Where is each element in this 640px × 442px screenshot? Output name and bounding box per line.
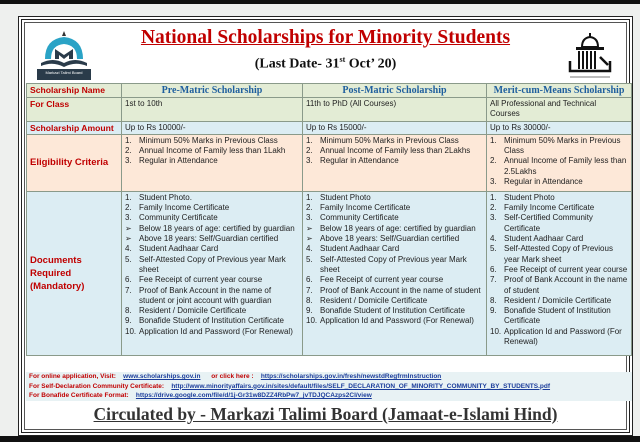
list-item xyxy=(490,244,628,265)
last-date-suffix: Oct’ 20) xyxy=(345,56,397,72)
list-text: Below 18 years of age: certified by guardian xyxy=(139,223,295,233)
links-section xyxy=(26,372,632,401)
list-text: Application Id and Password (For Renewal) xyxy=(139,326,293,336)
list-item xyxy=(490,296,628,306)
list-item xyxy=(125,275,299,285)
label-scholarship-name: Scholarship Name xyxy=(27,84,122,98)
list-marker: 4. xyxy=(125,244,132,254)
list-marker: 8. xyxy=(125,306,132,316)
list-item xyxy=(306,224,483,234)
list-marker: 10. xyxy=(490,326,502,336)
list-marker: 9. xyxy=(125,316,132,326)
list-item xyxy=(125,193,299,203)
list-marker: 1. xyxy=(125,192,132,202)
list-marker: ➢ xyxy=(306,223,313,233)
list-text: Community Certificate xyxy=(139,213,218,223)
self-declaration-link[interactable]: http://www.minorityaffairs.gov.in/sites/default/files/SELF_DECLARATION_OF_MINORITY_COMMUNITY_BY_STUDENTS.pdf xyxy=(171,382,551,390)
header-merit-cum-means: Merit-cum-Means Scholarship xyxy=(487,84,632,98)
poster-frame xyxy=(18,16,633,436)
list-item xyxy=(125,156,299,166)
list-text: Above 18 years: Self/Guardian certified xyxy=(139,234,279,244)
item-list xyxy=(306,193,483,327)
list-item xyxy=(306,286,483,296)
online-label: For online application, Visit: xyxy=(29,373,116,380)
scholarships-link[interactable]: www.scholarships.gov.in xyxy=(123,373,201,380)
list-item xyxy=(306,306,483,316)
list-text: Self-Attested Copy of Previous year Mark sheet xyxy=(139,254,286,274)
class-post-matric: 11th to PhD (All Courses) xyxy=(303,98,487,122)
bottom-bar xyxy=(0,436,640,442)
list-text: Proof of Bank Account in the name of student or joint account with guardian xyxy=(139,285,272,305)
list-marker: ➢ xyxy=(125,223,132,233)
list-text: Fee Receipt of current year course xyxy=(320,275,444,285)
list-text: Bonafide Student of Institution Certificate xyxy=(139,316,284,326)
list-item xyxy=(490,306,628,327)
list-marker: 3. xyxy=(125,156,132,166)
list-text: Student Aadhaar Card xyxy=(139,244,219,254)
list-item xyxy=(306,136,483,146)
registration-link[interactable]: https://scholarships.gov.in/fresh/newstdRegfrmInstruction xyxy=(260,373,442,380)
list-item xyxy=(125,255,299,276)
bonafide-label: For Bonafide Certificate Format: xyxy=(29,392,129,399)
item-list xyxy=(125,136,299,167)
list-text: Annual Income of Family less than 2.5Lakhs xyxy=(504,156,627,176)
label-eligibility: Eligibility Criteria xyxy=(27,134,122,191)
eligibility-post-matric xyxy=(303,134,487,191)
list-marker: 5. xyxy=(125,254,132,264)
list-marker: 2. xyxy=(125,146,132,156)
list-marker: 2. xyxy=(306,146,313,156)
header-pre-matric: Pre-Matric Scholarship xyxy=(122,84,303,98)
svg-text:Markazi Talimi Board: Markazi Talimi Board xyxy=(45,70,83,75)
list-text: Community Certificate xyxy=(320,213,399,223)
list-text: Minimum 50% Marks in Previous Class xyxy=(504,135,621,156)
list-item xyxy=(490,327,628,348)
documents-post-matric xyxy=(303,191,487,355)
list-marker: 10. xyxy=(306,316,318,326)
list-text: Self-Attested Copy of Previous year Mark sheet xyxy=(504,244,613,264)
list-item xyxy=(306,244,483,254)
list-item xyxy=(125,146,299,156)
list-marker: 9. xyxy=(490,306,497,316)
list-marker: 1. xyxy=(125,135,132,145)
list-marker: 6. xyxy=(125,275,132,285)
list-text: Application Id and Password (For Renewal) xyxy=(504,326,622,347)
list-marker: 8. xyxy=(490,295,497,305)
list-item xyxy=(125,316,299,326)
list-marker: 6. xyxy=(306,275,313,285)
list-text: Above 18 years: Self/Guardian certified xyxy=(320,234,460,244)
list-item xyxy=(490,136,628,157)
list-item xyxy=(490,265,628,275)
list-item xyxy=(490,177,628,187)
row-documents xyxy=(27,191,632,355)
eligibility-pre-matric xyxy=(122,134,303,191)
list-marker: 3. xyxy=(125,213,132,223)
list-text: Family Income Certificate xyxy=(320,203,411,213)
list-item xyxy=(306,316,483,326)
item-list xyxy=(490,136,628,187)
list-marker: 3. xyxy=(306,213,313,223)
list-marker: 7. xyxy=(306,285,313,295)
list-text: Bonafide Student of Institution Certificate xyxy=(504,306,611,326)
list-marker: 2. xyxy=(490,156,497,166)
top-bar xyxy=(0,0,640,4)
list-item xyxy=(490,234,628,244)
list-text: Annual Income of Family less than 1Lakh xyxy=(139,146,286,156)
list-text: Student Aadhaar Card xyxy=(504,234,584,244)
list-text: Student Photo xyxy=(504,192,555,202)
list-text: Student Photo. xyxy=(139,192,192,202)
list-text: Family Income Certificate xyxy=(139,203,230,213)
list-text: Proof of Bank Account in the name of student xyxy=(320,285,481,295)
online-application-line xyxy=(29,372,632,382)
jamaat-e-islami-hind-logo xyxy=(564,31,616,81)
list-text: Application Id and Password (For Renewal) xyxy=(320,316,474,326)
list-marker: 9. xyxy=(306,306,313,316)
list-marker: 1. xyxy=(490,135,497,145)
list-marker: 6. xyxy=(490,264,497,274)
list-text: Fee Receipt of current year course xyxy=(139,275,263,285)
self-declaration-line xyxy=(29,382,632,392)
list-marker: 10. xyxy=(125,326,137,336)
bonafide-line xyxy=(29,391,632,401)
selfdecl-label: For Self-Declaration Community Certificate: xyxy=(29,382,165,390)
list-item xyxy=(306,203,483,213)
poster-title: National Scholarships for Minority Students xyxy=(140,27,511,48)
list-item xyxy=(125,224,299,234)
list-item xyxy=(490,275,628,296)
row-amount xyxy=(27,121,632,134)
list-item xyxy=(490,193,628,203)
item-list xyxy=(125,193,299,337)
amount-merit: Up to Rs 30000/- xyxy=(487,121,632,134)
list-item xyxy=(306,193,483,203)
list-item xyxy=(125,327,299,337)
eligibility-merit xyxy=(487,134,632,191)
last-date xyxy=(25,55,626,73)
label-documents: Documents Required (Mandatory) xyxy=(27,191,122,355)
header-post-matric: Post-Matric Scholarship xyxy=(303,84,487,98)
list-marker: 3. xyxy=(490,177,497,187)
list-marker: 1. xyxy=(490,192,497,202)
class-merit: All Professional and Technical Courses xyxy=(487,98,632,122)
list-text: Regular in Attendance xyxy=(504,177,583,187)
row-eligibility xyxy=(27,134,632,191)
list-marker: 2. xyxy=(306,203,313,213)
list-item xyxy=(306,213,483,223)
list-text: Below 18 years of age: certified by guardian xyxy=(320,223,476,233)
list-item xyxy=(306,255,483,276)
list-item xyxy=(125,244,299,254)
list-text: Resident / Domicile Certificate xyxy=(139,306,247,316)
list-marker: 4. xyxy=(490,234,497,244)
list-marker: ➢ xyxy=(125,234,132,244)
row-scholarship-name xyxy=(27,84,632,98)
list-text: Resident / Domicile Certificate xyxy=(504,295,612,305)
list-marker: 7. xyxy=(490,275,497,285)
amount-post-matric: Up to Rs 15000/- xyxy=(303,121,487,134)
list-text: Family Income Certificate xyxy=(504,203,595,213)
list-item xyxy=(306,146,483,156)
list-marker: 5. xyxy=(306,254,313,264)
list-marker: 1. xyxy=(306,192,313,202)
list-text: Fee Receipt of current year course xyxy=(504,264,628,274)
list-marker: 2. xyxy=(125,203,132,213)
list-text: Proof of Bank Account in the name of student xyxy=(504,275,628,295)
list-item xyxy=(306,275,483,285)
list-item xyxy=(490,213,628,234)
label-amount: Scholarship Amount xyxy=(27,121,122,134)
list-item xyxy=(125,234,299,244)
list-text: Self-Attested Copy of Previous year Mark sheet xyxy=(320,254,467,274)
list-text: Annual Income of Family less than 2Lakhs xyxy=(320,146,471,156)
list-item xyxy=(490,156,628,177)
list-item xyxy=(490,203,628,213)
list-item xyxy=(125,136,299,146)
list-item xyxy=(306,296,483,306)
list-item xyxy=(125,306,299,316)
documents-merit xyxy=(487,191,632,355)
last-date-sup: st xyxy=(339,55,346,64)
documents-pre-matric xyxy=(122,191,303,355)
list-text: Minimum 50% Marks in Previous Class xyxy=(139,135,278,145)
list-text: Resident / Domicile Certificate xyxy=(320,295,428,305)
list-marker: 4. xyxy=(306,244,313,254)
list-marker: 3. xyxy=(490,213,497,223)
poster xyxy=(24,22,627,430)
label-for-class: For Class xyxy=(27,98,122,122)
list-text: Self-Certified Community Certificate xyxy=(504,213,593,233)
list-marker: 1. xyxy=(306,135,313,145)
list-item xyxy=(125,286,299,307)
list-text: Bonafide Student of Institution Certificate xyxy=(320,306,465,316)
list-marker: 8. xyxy=(306,295,313,305)
list-text: Regular in Attendance xyxy=(139,156,218,166)
scholarship-table xyxy=(26,83,632,356)
list-item xyxy=(306,234,483,244)
last-date-text: (Last Date- 31 xyxy=(254,56,340,72)
list-marker: ➢ xyxy=(306,234,313,244)
class-pre-matric: 1st to 10th xyxy=(122,98,303,122)
list-text: Regular in Attendance xyxy=(320,156,399,166)
item-list xyxy=(490,193,628,347)
list-marker: 2. xyxy=(490,203,497,213)
or-click-label: or click here : xyxy=(211,373,254,380)
list-marker: 3. xyxy=(306,156,313,166)
list-text: Student Photo xyxy=(320,192,371,202)
list-text: Minimum 50% Marks in Previous Class xyxy=(320,135,459,145)
list-marker: 7. xyxy=(125,285,132,295)
list-item xyxy=(125,213,299,223)
bonafide-link[interactable]: https://drive.google.com/file/d/1j-Gr31w8DZZ4RbPw7_jvTDJQCAzps2Cl/view xyxy=(135,392,372,399)
list-text: Student Aadhaar Card xyxy=(320,244,400,254)
list-marker: 5. xyxy=(490,244,497,254)
amount-pre-matric: Up to Rs 10000/- xyxy=(122,121,303,134)
row-for-class xyxy=(27,98,632,122)
circulated-by: Circulated by - Markazi Talimi Board (Jamaat-e-Islami Hind) xyxy=(93,404,558,424)
list-item xyxy=(125,203,299,213)
item-list xyxy=(306,136,483,167)
list-item xyxy=(306,156,483,166)
